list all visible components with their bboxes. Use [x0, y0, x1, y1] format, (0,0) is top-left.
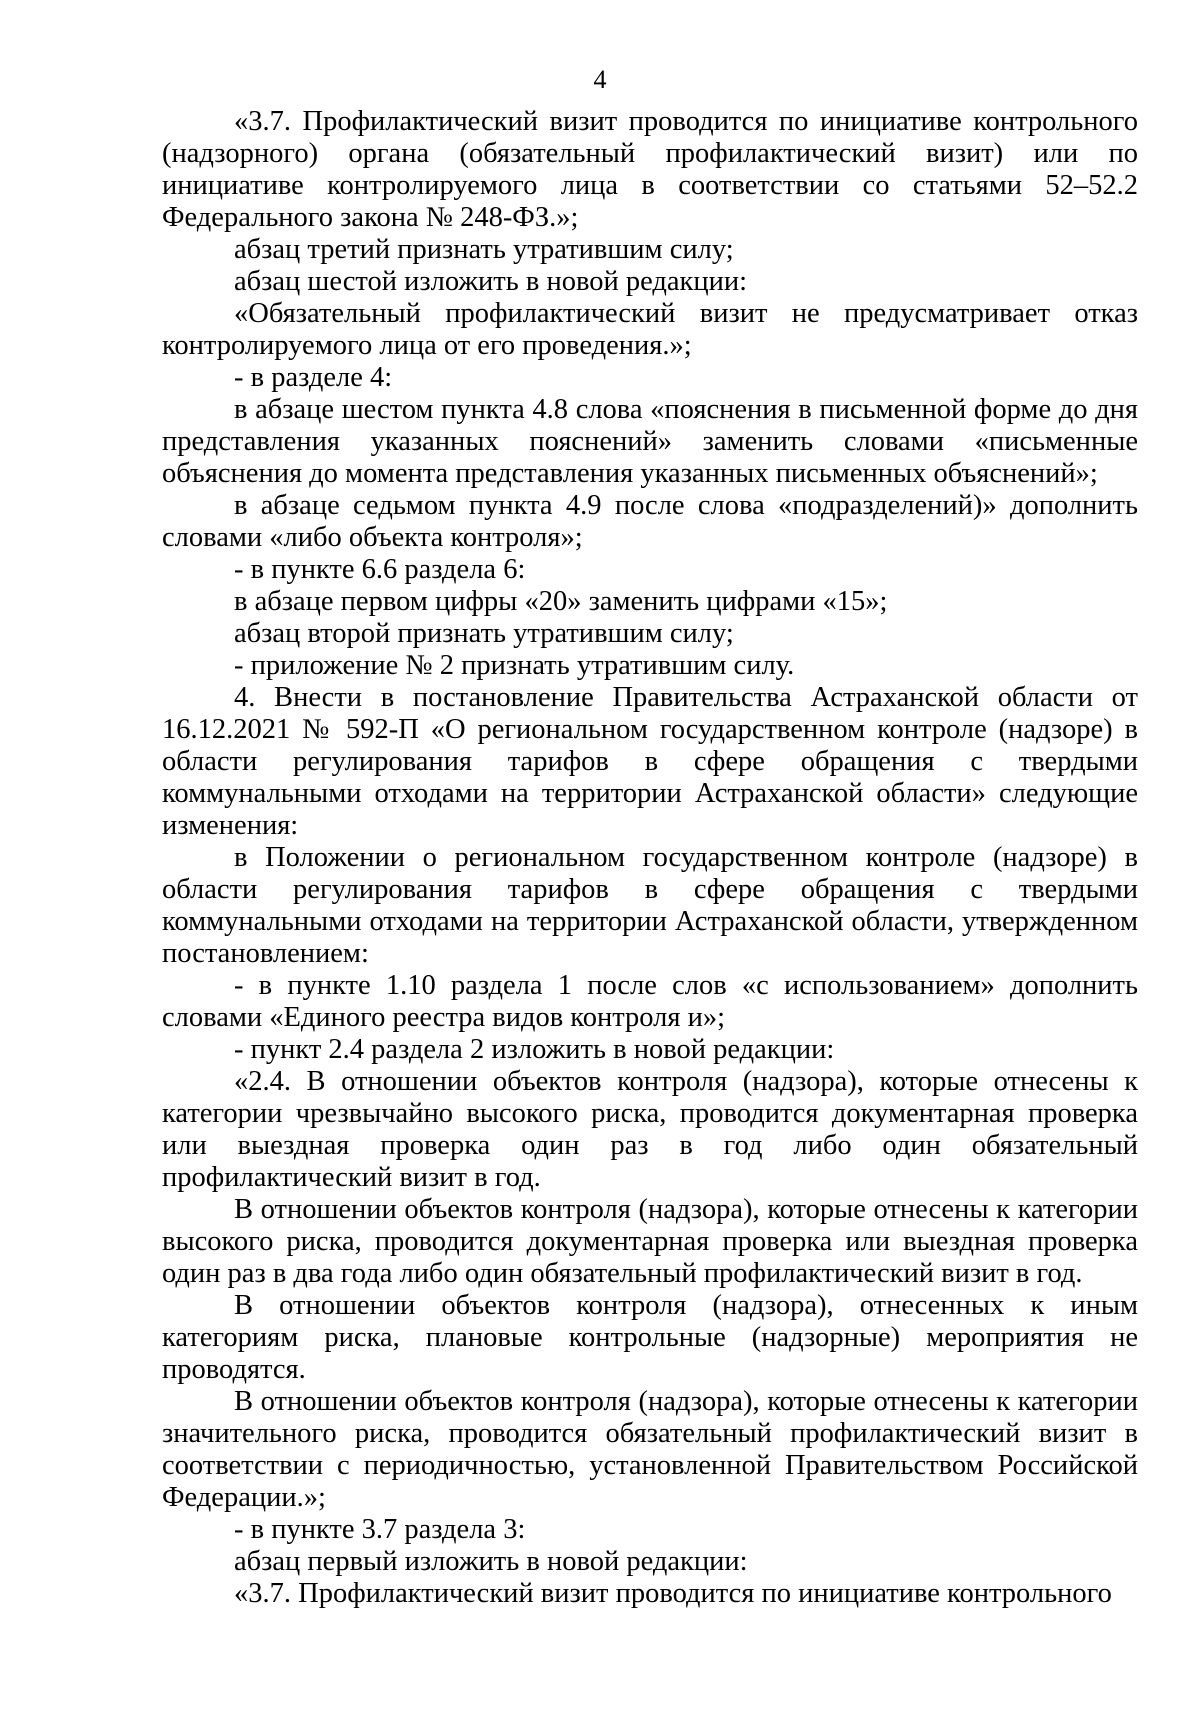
paragraph: В отношении объектов контроля (надзора), которые отнесены к категории высокого риска, проводится документарная проверка или выездная проверка один раз в два года либо один обязательный профилактический визит в год.: [162, 1194, 1138, 1289]
paragraph: «Обязательный профилактический визит не предусматривает отказ контролируемого лица от его проведения.»;: [162, 298, 1138, 361]
paragraph: В отношении объектов контроля (надзора), отнесенных к иным категориям риска, плановые контрольные (надзорные) мероприятия не проводятся.: [162, 1290, 1138, 1385]
paragraph: В отношении объектов контроля (надзора), которые отнесены к категории значительного риска, проводится обязательный профилактический визит в соответствии с периодичностью, установленной Правительством Российской Федерации.»;: [162, 1386, 1138, 1513]
paragraph: «3.7. Профилактический визит проводится по инициативе контрольного (надзорного) органа (обязательный профилактический визит) или по инициативе контролируемого лица в соответствии со статьями 52–52.2 Федерального закона № 248-ФЗ.»;: [162, 106, 1138, 233]
paragraph: 4. Внести в постановление Правительства Астраханской области от 16.12.2021 № 592-П «О региональном государственном контроле (надзоре) в области регулирования тарифов в сфере обращения с твердыми коммунальными отходами на территории Астраханской области» следующие изменения:: [162, 682, 1138, 841]
paragraph: - в пункте 1.10 раздела 1 после слов «с использованием» дополнить словами «Единого реестра видов контроля и»;: [162, 970, 1138, 1033]
document-body: [162, 106, 1138, 1610]
paragraph: «2.4. В отношении объектов контроля (надзора), которые отнесены к категории чрезвычайно высокого риска, проводится документарная проверка или выездная проверка один раз в год либо один обязательный профилактический визит в год.: [162, 1066, 1138, 1193]
paragraph: в абзаце первом цифры «20» заменить цифрами «15»;: [234, 586, 888, 617]
paragraph: - в пункте 3.7 раздела 3:: [234, 1514, 526, 1545]
paragraph: - приложение № 2 признать утратившим силу.: [234, 650, 795, 681]
paragraph: в абзаце седьмом пункта 4.9 после слова «подразделений)» дополнить словами «либо объекта контроля»;: [162, 490, 1138, 553]
paragraph: - пункт 2.4 раздела 2 изложить в новой редакции:: [234, 1034, 835, 1065]
paragraph: абзац первый изложить в новой редакции:: [234, 1546, 748, 1577]
paragraph: абзац второй признать утратившим силу;: [234, 618, 734, 649]
paragraph: - в разделе 4:: [234, 362, 393, 393]
paragraph: в Положении о региональном государственном контроле (надзоре) в области регулирования тарифов в сфере обращения с твердыми коммунальными отходами на территории Астраханской области, утвержденном постановлением:: [162, 842, 1138, 969]
page-number: 4: [593, 65, 607, 94]
paragraph: - в пункте 6.6 раздела 6:: [234, 554, 526, 585]
paragraph: абзац шестой изложить в новой редакции:: [234, 266, 748, 297]
paragraph: «3.7. Профилактический визит проводится по инициативе контрольного: [234, 1578, 1112, 1609]
paragraph: абзац третий признать утратившим силу;: [234, 234, 734, 265]
paragraph: в абзаце шестом пункта 4.8 слова «пояснения в письменной форме до дня представления указанных пояснений» заменить словами «письменные объяснения до момента представления указанных письменных объяснений»;: [162, 394, 1138, 489]
